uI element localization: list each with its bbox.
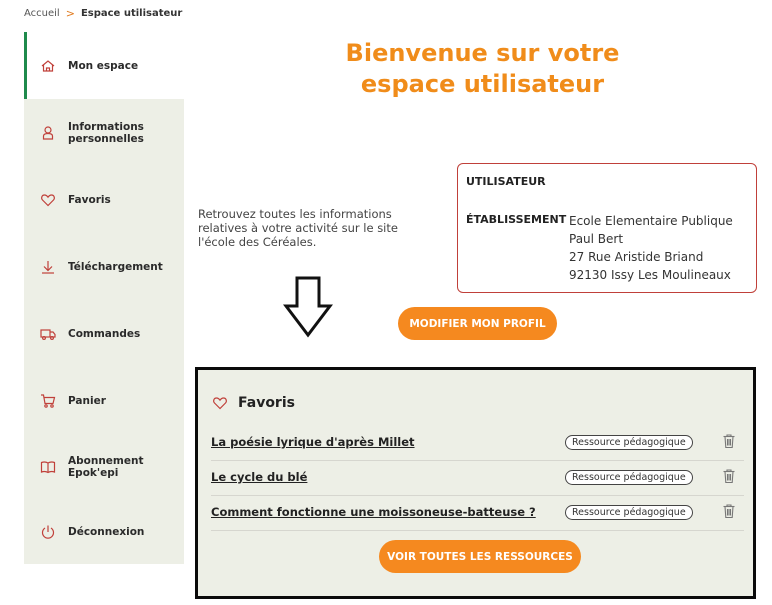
power-icon (40, 524, 56, 540)
breadcrumb-current: Espace utilisateur (80, 8, 183, 19)
sidebar-item-deconnexion[interactable] (24, 498, 184, 565)
edit-profile-button[interactable]: MODIFIER MON PROFIL (398, 307, 557, 340)
user-info-card (457, 163, 757, 293)
breadcrumb-separator: > (65, 7, 75, 20)
sidebar-item-favoris[interactable] (24, 166, 184, 233)
trash-icon[interactable] (722, 433, 736, 449)
heart-icon (40, 192, 56, 208)
book-icon (40, 459, 56, 475)
sidebar-item-label: Mon espace (68, 59, 139, 72)
trash-icon[interactable] (722, 468, 736, 484)
breadcrumb (24, 7, 182, 20)
establishment-label: ÉTABLISSEMENT (466, 213, 567, 226)
truck-icon (40, 326, 56, 342)
sidebar-item-label: Commandes (68, 327, 141, 340)
page-title: Bienvenue sur votre espace utilisateur (345, 39, 620, 98)
favorite-link[interactable]: Comment fonctionne une moissoneuse-batteuse ? (211, 505, 536, 519)
establishment-address (569, 212, 733, 284)
favorite-item (211, 426, 744, 461)
sidebar-item-label: Déconnexion (68, 525, 145, 538)
breadcrumb-home[interactable]: Accueil (24, 8, 60, 19)
sidebar-item-mon-espace[interactable] (24, 32, 184, 99)
favorite-item (211, 461, 744, 496)
resource-type-badge: Ressource pédagogique (565, 435, 693, 450)
sidebar-item-label: Favoris (68, 193, 111, 206)
heart-icon (212, 395, 228, 411)
resource-type-badge: Ressource pédagogique (565, 505, 693, 520)
sidebar-item-label: Téléchargement (68, 260, 163, 273)
sidebar-item-panier[interactable] (24, 367, 184, 434)
establishment-line: Ecole Elementaire Publique (569, 214, 733, 228)
favorite-item (211, 496, 744, 531)
resource-type-badge: Ressource pédagogique (565, 470, 693, 485)
establishment-line: 92130 Issy Les Moulineaux (569, 268, 731, 282)
sidebar-item-label: Panier (68, 394, 106, 407)
trash-icon[interactable] (722, 503, 736, 519)
favorites-panel (195, 367, 756, 599)
sidebar-item-telechargement[interactable] (24, 233, 184, 300)
user-icon (40, 125, 56, 141)
establishment-line: 27 Rue Aristide Briand (569, 250, 704, 264)
user-card-title: UTILISATEUR (466, 175, 546, 188)
favorite-link[interactable]: La poésie lyrique d'après Millet (211, 435, 415, 449)
favorite-link[interactable]: Le cycle du blé (211, 470, 308, 484)
sidebar-item-commandes[interactable] (24, 300, 184, 367)
sidebar-item-abonnement[interactable] (24, 433, 184, 500)
download-icon (40, 259, 56, 275)
sidebar-item-label: Abonnement Epok'epi (68, 454, 144, 479)
establishment-line: Paul Bert (569, 232, 624, 246)
sidebar-item-label: Informations personnelles (68, 120, 144, 145)
view-all-resources-button[interactable]: VOIR TOUTES LES RESSOURCES (379, 540, 581, 573)
sidebar (24, 32, 184, 564)
favorites-title: Favoris (238, 395, 295, 411)
home-icon (40, 58, 56, 74)
cart-icon (40, 393, 56, 409)
favorites-header (212, 395, 295, 411)
intro-text: Retrouvez toutes les informations relatives à votre activité sur le site l'école des Céréales. (198, 207, 398, 249)
sidebar-item-informations[interactable] (24, 99, 184, 166)
arrow-down-icon (283, 276, 333, 338)
